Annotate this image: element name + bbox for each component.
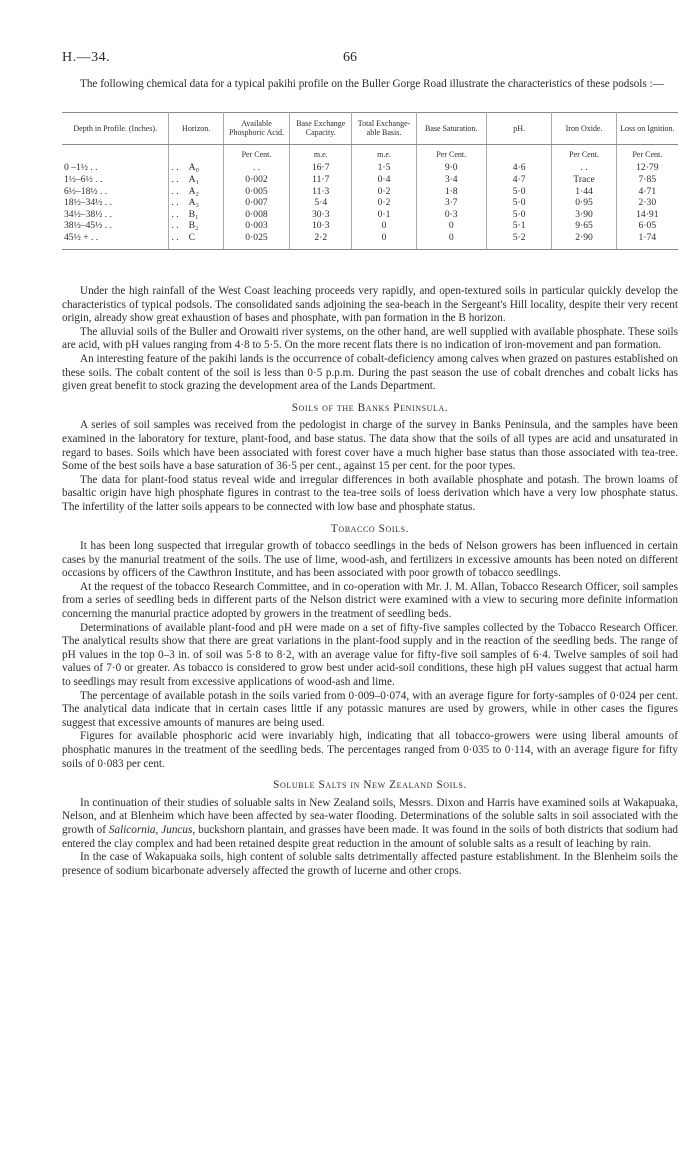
paragraph-soluble-1 [62,797,678,851]
paragraph-banks-2: The data for plant-food status reveal wide and irregular differences in both available phosphate and potash. The brown loams of basaltic origin have high phosphate figures in contrast to the tea-tree soils of loess derivation which have a very low phosphate status. The infertility of the latter soils appears to be connected with low base and phosphate status. [62,473,678,513]
base-saturation-cell: 9·0 [416,161,486,174]
base-saturation-cell: 0·3 [416,209,486,221]
table-body [62,161,678,249]
paragraph-tobacco-4: The percentage of available potash in the soils varied from 0·009–0·074, with an average figure for forty-samples of 0·024 per cent. The analytical data indicate that in certain cases little if any potassic manures are used by growers, while in other cases the figures suggest that excessive amounts of manures are being used. [62,689,678,729]
body-text-flow [62,285,678,878]
loss-ignition-cell: 7·85 [638,174,657,185]
loss-ignition-cell: 12·79 [636,162,659,174]
horizon-cell [169,232,223,249]
iron-oxide-cell: 1·44 [552,186,616,198]
ph-cell: 5·0 [486,209,552,221]
phosphoric-cell: . . [223,161,289,174]
unit-cell [169,144,223,161]
total-exchange-cell: 0·4 [352,174,416,186]
base-saturation-cell: 1·8 [416,186,486,198]
italic-term-juncus: Juncus [161,823,193,836]
phosphoric-cell: 0·005 [223,186,289,198]
iron-oxide-cell: . . [552,161,616,174]
leader-dots: . . [171,231,179,243]
paragraph-tobacco-2: At the request of the tobacco Research Committee, and in co-operation with Mr. J. M. Allan, Tobacco Research Officer, soil samples from a series of seedling beds in different parts of the Nelson district were examined with a view to securing more definite information concerning the manurial practice adopted by growers in the treatment of seedling beds. [62,580,678,621]
paragraph-tobacco-3: Determinations of available plant-food and pH were made on a set of fifty-five samples collected by the Tobacco Research Officer. The analytical results show that there are great variations in the plant-food supply and in the reaction of the seedling beds. The range of pH values in the top 0–3 in. of soil was 5·8 to 8·2, with an average value for fifty-five soil samples of 6·4. Twelve samples of soil had values of 7·0 or greater. As tobacco is considered to grow best under acid-soil conditions, these high pH values suggest that actual harm to seedlings may result from excessive applications of wood-ash and lime. [62,621,678,689]
base-exchange-cell: 11·7 [290,174,352,186]
base-exchange-cell: 30·3 [290,209,352,221]
table-units-row [62,144,678,161]
col-phosphoric-header: Available Phosphoric Acid. [223,113,289,145]
phosphoric-cell: 0·003 [223,220,289,232]
unit-cell: Per Cent. [632,149,663,159]
unit-cell [62,144,169,161]
col-horizon-header: Horizon. [169,113,223,145]
phosphoric-cell: 0·007 [223,197,289,209]
horizon-label: A₀ [188,162,199,174]
ph-cell: 5·0 [486,197,552,209]
horizon-label: A₁ [188,174,199,185]
horizon-cell [169,197,223,209]
base-exchange-cell: 11·3 [290,186,352,198]
horizon-cell [169,220,223,232]
col-base-saturation-header: Base Saturation. [416,113,486,145]
ph-cell: 4·6 [486,161,552,174]
base-exchange-cell: 5·4 [290,197,352,209]
table-row [62,161,678,174]
horizon-label: B₁ [188,208,199,220]
table-row [62,197,678,209]
phosphoric-cell: 0·025 [223,232,289,249]
table-row [62,174,678,186]
ph-cell: 5·0 [486,186,552,198]
paragraph-west-coast: Under the high rainfall of the West Coast leaching proceeds very rapidly, and open-textured soils in particular quickly develop the characteristics of typical podsols. The consolidated sands adjoining the sea-beach in the Sergeant's Hill locality, despite their very recent origin, already show great exhaustion of bases and phosphate, with pan formation in the B horizon. [62,285,678,325]
base-saturation-cell: 3·7 [416,197,486,209]
paragraph-soluble-2: In the case of Wakapuaka soils, high content of soluble salts detrimentally affected pasture establishment. In the Blenheim soils the presence of sodium bicarbonate adversely affected the growth of lucerne and other crops. [62,851,678,877]
italic-term-salicornia: Salicornia [108,823,156,836]
iron-oxide-cell: Trace [552,174,616,186]
iron-oxide-cell: 0·95 [552,197,616,209]
col-loss-ignition-header: Loss on Ignition. [616,113,678,145]
ph-cell: 5·2 [486,232,552,249]
section-heading-tobacco: Tobacco Soils. [330,522,410,535]
page-number: 66 [343,50,357,65]
base-saturation-cell: 3·4 [416,174,486,186]
phosphoric-cell: 0·002 [223,174,289,186]
pakihi-profile-table [62,112,678,250]
col-total-exchange-header: Total Exchange-able Basis. [352,113,416,145]
total-exchange-cell: 0·2 [352,186,416,198]
ph-cell: 4·7 [486,174,552,186]
depth-cell: 34½–38½ . . [62,209,169,221]
horizon-label: B₂ [188,220,199,232]
table-header-row [62,113,678,145]
leader-dots: . . [171,197,179,209]
total-exchange-cell: 0 [352,232,416,249]
horizon-cell [169,209,223,221]
depth-cell: 0 –1½ . . [62,161,169,174]
total-exchange-cell: 0·1 [352,209,416,221]
depth-cell: 6½–18½ . . [62,186,169,198]
col-ph-header: pH. [486,113,552,145]
ph-cell: 5·1 [486,220,552,232]
leader-dots: . . [171,174,179,185]
base-saturation-cell: 0 [416,220,486,232]
loss-ignition-cell: 1·74 [616,232,678,249]
col-iron-oxide-header: Iron Oxide. [552,113,616,145]
intro-paragraph: The following chemical data for a typical pakihi profile on the Buller Gorge Road illustrate the characteristics of these podsols :— [80,78,664,90]
section-heading-soluble: Soluble Salts in New Zealand Soils. [273,779,467,792]
unit-cell: Per Cent. [416,144,486,161]
iron-oxide-cell: 9·65 [552,220,616,232]
paragraph-alluvial: The alluvial soils of the Buller and Orowaiti river systems, on the other hand, are well supplied with available phosphate. These soils are acid, with pH values ranging from 4·8 to 5·5. On the more recent flats there is no indication of iron-movement and pan formation. [62,325,678,352]
horizon-cell [169,161,223,174]
base-saturation-cell: 0 [416,232,486,249]
table-row [62,209,678,221]
horizon-label: C [188,231,196,243]
base-exchange-cell: 10·3 [290,220,352,232]
loss-ignition-cell: 14·91 [636,208,659,220]
iron-oxide-cell: 2·90 [552,232,616,249]
horizon-cell [169,186,223,198]
paragraph-banks-1: A series of soil samples was received from the pedologist in charge of the survey in Banks Peninsula, and the samples have been examined in the laboratory for texture, plant-food, and base status. The data show that the soils of all types are acid and unsaturated in regard to bases. Soils which have been associated with forest cover have a much higher base status than those associated with tea-tree. Some of the best soils have a base saturation of 36·5 per cent., against 15 per cent. for the poor types. [62,419,678,473]
table-row [62,232,678,249]
document-reference: H.—34. [62,50,111,65]
phosphoric-cell: 0·008 [223,209,289,221]
base-exchange-cell: 16·7 [290,161,352,174]
paragraph-tobacco-5: Figures for available phosphoric acid were invariably high, indicating that all tobacco-growers were using liberal amounts of phosphatic manures in the treatment of the seedling beds. The percentages ranged from 0·035 to 0·114, with an average figure for fifty soils of 0·083 per cent. [62,730,678,770]
depth-cell: 45½ + . . [62,232,169,249]
leader-dots: . . [171,208,179,220]
total-exchange-cell: 0·2 [352,197,416,209]
depth-cell: 1½–6½ . . [62,174,169,186]
depth-cell: 38½–45½ . . [62,220,169,232]
table-row [62,220,678,232]
col-depth-header: Depth in Profile. (Inches). [62,113,169,145]
unit-cell [486,144,552,161]
horizon-label: A₂ [188,185,199,197]
horizon-label: A₃ [188,197,199,209]
iron-oxide-cell: 3·90 [552,209,616,221]
leader-dots: . . [171,220,179,232]
depth-cell: 18½–34½ . . [62,197,169,209]
unit-cell: m.e. [352,144,416,161]
leader-dots: . . [171,162,179,174]
text-run: In continuation of their studies of soluable salts in New Zealand soils, Messrs. Dixon and Harris have examined soils at Wakapuaka, Nelson, and at Blenheim which have been affected by sea-water flooding. Determinations of the soluble salts in soil associated with the growth of [62,796,678,836]
text-run: , [155,823,162,836]
unit-cell: Per Cent. [223,144,289,161]
loss-ignition-cell: 2·30 [638,197,657,209]
table-row [62,186,678,198]
loss-ignition-cell: 6·05 [638,220,657,232]
loss-ignition-cell: 4·71 [638,185,657,197]
unit-cell: m.e. [290,144,352,161]
base-exchange-cell: 2·2 [290,232,352,249]
horizon-cell [169,174,223,186]
section-heading-banks: Soils of the Banks Peninsula. [291,401,449,414]
leader-dots: . . [171,185,179,197]
total-exchange-cell: 1·5 [352,161,416,174]
paragraph-tobacco-1: It has been long suspected that irregular growth of tobacco seedlings in the beds of Nelson growers has been influenced in certain cases by the manurial treatment of the soils. The use of lime, wood-ash, and fertilizers in excessive amounts has been noted on different occasions by officers of the Cawthron Institute, and has been associated with poor growth of tobacco seedlings. [62,540,678,580]
total-exchange-cell: 0 [352,220,416,232]
paragraph-cobalt: An interesting feature of the pakihi lands is the occurrence of cobalt-deficiency among calves when grazed on pastures established on these soils. The cobalt content of the soil is less than 0·5 p.p.m. During the past season the use of cobalt drenches and cobalt licks has given great benefit to stock grazing the development area of the Lands Department. [62,352,678,393]
text-run: , buckshorn plantain, and grasses have been made. It was found in the soils of both districts that sodium had entered the clay complex and had been retained despite great reduction in the amount of soluble salts as a result of leaching by rain. [62,823,678,850]
col-base-exchange-header: Base Exchange Capacity. [290,113,352,145]
unit-cell: Per Cent. [552,144,616,161]
